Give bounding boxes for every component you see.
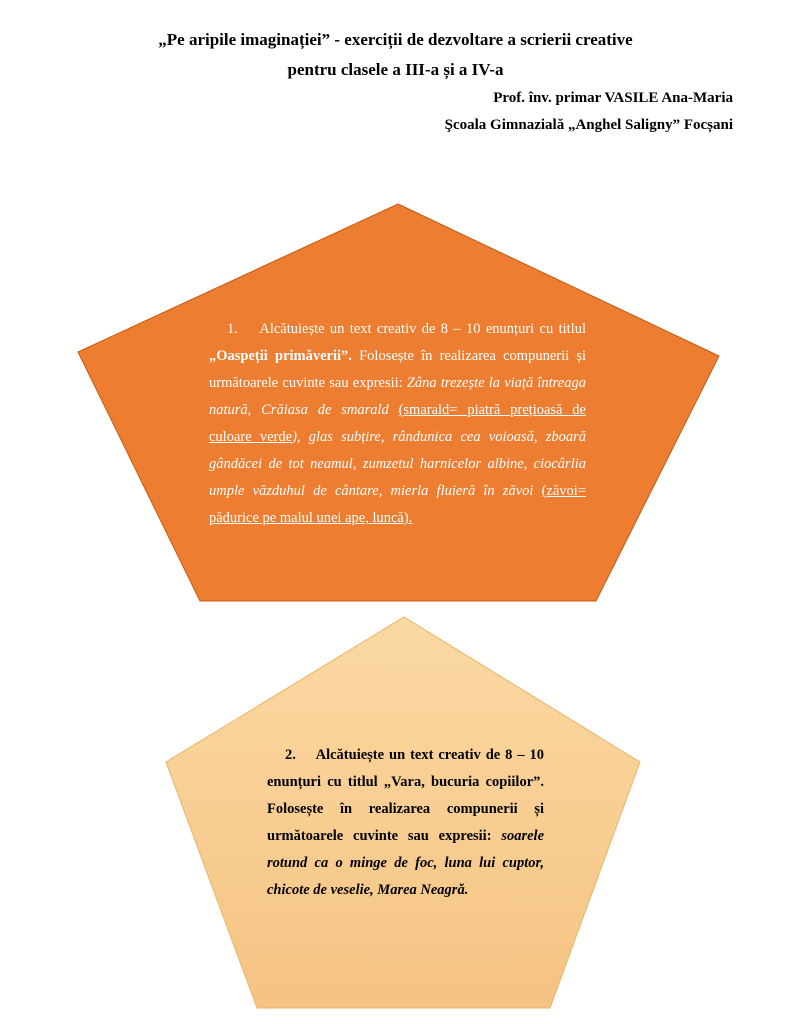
task-2-expressions: soarele rotund ca o minge de foc, luna lui cuptor, chicote de veselie, Marea Neagră. — [267, 828, 544, 898]
task-2-number: 2. — [285, 747, 296, 763]
school-name: Şcoala Gimnazială „Anghel Saligny” Focșani — [444, 117, 733, 133]
task-1-expressions-a: Zâna trezește la viață întreaga natură, Crăiasa de smarald — [209, 375, 586, 418]
author-name: Prof. înv. primar VASILE Ana-Maria — [493, 90, 733, 106]
page-title-line-2: pentru clasele a III-a și a IV-a — [287, 60, 504, 79]
task-1-instruction: Folosește în realizarea compunerii și următoarele cuvinte sau expresii: — [209, 348, 587, 391]
task-2-text — [267, 742, 544, 904]
page-title-line-1: „Pe aripile imaginației” - exerciții de dezvoltare a scrierii creative — [158, 30, 633, 49]
task-1-text — [209, 316, 586, 532]
task-1-space-b — [533, 483, 541, 499]
task-1-space-a — [389, 402, 399, 418]
task-1-expressions-b: ), glas subțire, rândunica cea voioasă, zboară gândăcei de tot neamul, zumzetul harnicelor albine, ciocârlia umple văzduhul de cântare, mierla fluieră în zăvoi — [209, 429, 586, 499]
task-1-gloss-zavoi: (zăvoi= pădurice pe malul unei ape, luncă). — [209, 483, 586, 526]
task-1-number: 1. — [227, 321, 238, 337]
task-1-title: „Oaspeții primăverii”. — [209, 348, 352, 364]
task-2-intro: Alcătuiește un text creativ de 8 – 10 enunțuri cu titlul „Vara, bucuria copiilor”. Folosește în realizarea compunerii și următoarele cuvinte sau expresii: — [267, 747, 545, 844]
task-1-gloss-smarald: (smarald= piatră prețioasă de culoare verde — [209, 402, 586, 445]
task-1-intro: Alcătuiește un text creativ de 8 – 10 enunțuri cu titlul — [259, 321, 586, 337]
